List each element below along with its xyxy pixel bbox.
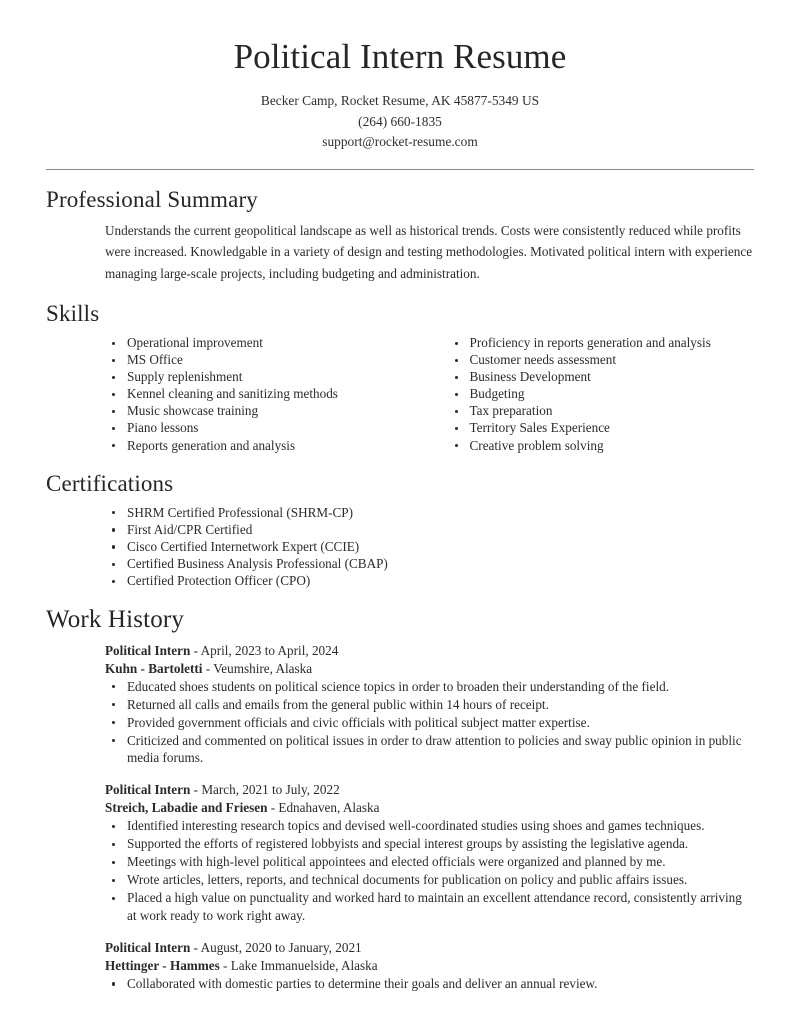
- list-item: Provided government officials and civic officials with political subject matter expertise.: [105, 714, 754, 732]
- resume-content: [0, 186, 800, 993]
- job-location: - Veumshire, Alaska: [202, 660, 313, 676]
- list-item: Meetings with high-level political appointees and elected officials were organized and planned by me.: [105, 853, 754, 871]
- skills-columns: [46, 334, 754, 454]
- header-divider: [46, 169, 754, 170]
- list-item: Supply replenishment: [105, 368, 430, 385]
- list-item: Territory Sales Experience: [448, 419, 755, 436]
- list-item: Cisco Certified Internetwork Expert (CCIE): [105, 538, 754, 555]
- job-title: Political Intern: [105, 940, 191, 956]
- list-item: Educated shoes students on political science topics in order to broaden their understanding of the field.: [105, 678, 754, 696]
- job-company: Kuhn - Bartoletti: [105, 660, 203, 676]
- job-title: Political Intern: [105, 642, 191, 658]
- job-title: Political Intern: [105, 782, 191, 798]
- list-item: Proficiency in reports generation and analysis: [448, 334, 755, 351]
- list-item: Certified Protection Officer (CPO): [105, 572, 754, 589]
- list-item: Operational improvement: [105, 334, 430, 351]
- list-item: Identified interesting research topics and devised well-coordinated studies using shoes and games techniques.: [105, 817, 754, 835]
- job-company-line: [105, 799, 754, 817]
- list-item: Customer needs assessment: [448, 351, 755, 368]
- certifications-body: [46, 504, 754, 589]
- job-location: - Ednahaven, Alaska: [267, 800, 380, 816]
- resume-header: [0, 0, 800, 153]
- work-history-entry: [105, 642, 754, 768]
- list-item: Kennel cleaning and sanitizing methods: [105, 385, 430, 402]
- list-item: Reports generation and analysis: [105, 437, 430, 454]
- list-item: Creative problem solving: [448, 437, 755, 454]
- list-item: Music showcase training: [105, 402, 430, 419]
- summary-text: Understands the current geopolitical landscape as well as historical trends. Costs were consistently reduced while profits were increased. Knowledgable in a variety of design and testing methodologies. Motivated political intern with experience managing large-scale projects, including budgeting and administration.: [105, 222, 753, 281]
- summary-body: [46, 220, 754, 284]
- work-history-entry: [105, 939, 754, 993]
- skills-column-left: [105, 334, 430, 454]
- contact-address: Becker Camp, Rocket Resume, AK 45877-5349 US: [260, 93, 540, 109]
- job-dates: - August, 2020 to January, 2021: [190, 940, 362, 956]
- list-item: Piano lessons: [105, 419, 430, 436]
- section-heading-summary: Professional Summary: [46, 186, 258, 212]
- job-bullet-list: [105, 678, 754, 768]
- list-item: Business Development: [448, 368, 755, 385]
- section-certifications: [46, 470, 754, 590]
- list-item: First Aid/CPR Certified: [105, 521, 754, 538]
- job-company-line: [105, 660, 754, 678]
- contact-phone: (264) 660-1835: [358, 113, 442, 129]
- section-professional-summary: [46, 186, 754, 284]
- job-title-line: [105, 781, 754, 799]
- list-item: Wrote articles, letters, reports, and technical documents for publication on policy and public affairs issues.: [105, 871, 754, 889]
- work-history-entry: [105, 781, 754, 925]
- job-title-line: [105, 939, 754, 957]
- skills-column-right: [430, 334, 755, 454]
- contact-email: support@rocket-resume.com: [322, 134, 478, 150]
- skills-list-right: [448, 334, 755, 454]
- job-location: - Lake Immanuelside, Alaska: [219, 957, 378, 973]
- list-item: MS Office: [105, 351, 430, 368]
- skills-list-left: [105, 334, 430, 454]
- list-item: SHRM Certified Professional (SHRM-CP): [105, 504, 754, 521]
- job-title-line: [105, 642, 754, 660]
- job-company: Streich, Labadie and Friesen: [105, 800, 268, 816]
- page-title: Political Intern Resume: [233, 37, 567, 76]
- certifications-list: [105, 504, 754, 589]
- job-bullet-list: [105, 975, 754, 993]
- list-item: Tax preparation: [448, 402, 755, 419]
- job-company-line: [105, 957, 754, 975]
- list-item: Collaborated with domestic parties to determine their goals and deliver an annual review.: [105, 975, 754, 993]
- job-company: Hettinger - Hammes: [105, 957, 220, 973]
- list-item: Placed a high value on punctuality and worked hard to maintain an excellent attendance record, consistently arriving at work ready to work right away.: [105, 889, 754, 925]
- job-dates: - April, 2023 to April, 2024: [190, 642, 339, 658]
- section-heading-certifications: Certifications: [46, 470, 174, 496]
- list-item: Supported the efforts of registered lobbyists and special interest groups by assisting the legislative agenda.: [105, 835, 754, 853]
- list-item: Budgeting: [448, 385, 755, 402]
- section-skills: [46, 300, 754, 454]
- work-history-body: [46, 642, 754, 993]
- section-heading-skills: Skills: [46, 300, 100, 326]
- list-item: Returned all calls and emails from the general public within 14 hours of receipt.: [105, 696, 754, 714]
- list-item: Certified Business Analysis Professional (CBAP): [105, 555, 754, 572]
- section-work-history: [46, 605, 754, 993]
- job-dates: - March, 2021 to July, 2022: [190, 782, 340, 798]
- section-heading-work-history: Work History: [46, 606, 184, 634]
- job-bullet-list: [105, 817, 754, 925]
- list-item: Criticized and commented on political issues in order to draw attention to policies and sway public opinion in public media forums.: [105, 732, 754, 768]
